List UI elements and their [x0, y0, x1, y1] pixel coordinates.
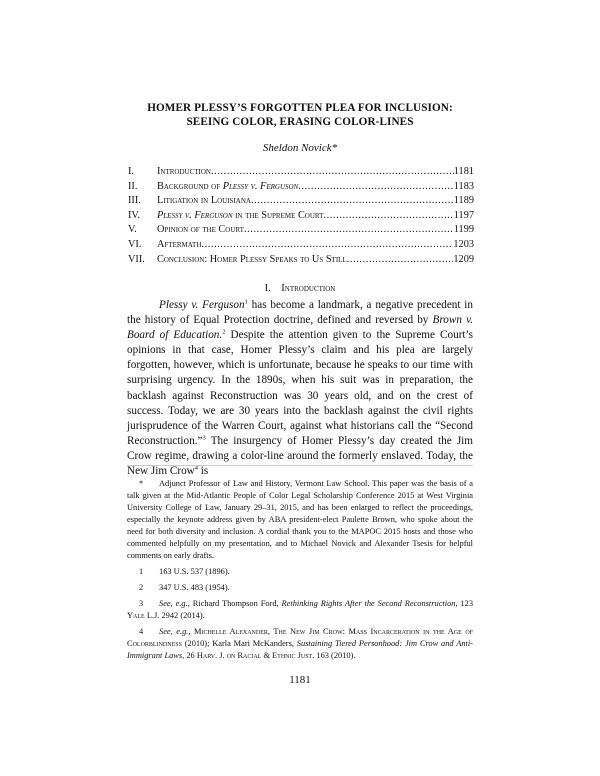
toc-page: 1189	[453, 195, 474, 207]
page-number: 1181	[289, 674, 311, 686]
body-text	[127, 298, 473, 479]
footnotes	[127, 478, 473, 666]
toc-leader	[211, 165, 454, 180]
toc-page: 1199	[453, 224, 474, 236]
footnote-2: 2 347 U.S. 483 (1954).	[139, 583, 230, 592]
toc-number: V.	[128, 224, 137, 236]
footnote-1: 1 163 U.S. 537 (1896).	[139, 567, 230, 576]
toc-title: Aftermath	[157, 238, 202, 250]
toc-entry-4[interactable]	[128, 209, 474, 224]
toc-entry-1[interactable]	[128, 165, 474, 180]
footnote-3: 3 See, e.g., Richard Thompson Ford, Rethinking Rights After the Second Reconstruction, 123 Yale L.J. 2942 (2014).	[127, 599, 474, 620]
toc-number: VI.	[128, 238, 142, 250]
toc-entry-2[interactable]	[128, 180, 474, 195]
toc-page: 1197	[453, 209, 474, 221]
toc-leader	[347, 253, 454, 268]
toc-entry-3[interactable]	[128, 194, 474, 209]
toc-leader	[323, 209, 453, 224]
toc-number: VII.	[128, 253, 145, 265]
toc-leader	[201, 238, 453, 253]
toc-page: 1209	[453, 253, 474, 265]
case-name: Plessy v. Ferguson	[159, 299, 245, 311]
footnote-ref-2[interactable]: 2	[222, 328, 226, 336]
footnote-ref-3[interactable]: 3	[202, 434, 206, 442]
toc-title: Background of Plessy v. Ferguson	[157, 180, 299, 192]
toc-number: IV.	[128, 209, 141, 221]
toc-entry-5[interactable]	[128, 223, 474, 238]
toc-entry-6[interactable]	[128, 238, 474, 253]
toc-number: II.	[128, 180, 138, 192]
toc-number: III.	[128, 195, 141, 207]
toc-leader	[251, 194, 454, 209]
footnote-star: * Adjunct Professor of Law and History, Vermont Law School. This paper was the basis of a talk given at the Mid-Atlantic People of Color Legal Scholarship Conference 2015 at West Virginia University College of Law, January 29–31, 2015, and has been enlarged to reflect the proceedings, especially the keynote address given by ABA president-elect Paulette Brown, who spoke about the need for both diversity and inclusion. A cordial thank you to the MAPOC 2015 hosts and those who commented helpfully on my presentation, and to Michael Novick and Alexander Tsesis for helpful comments on early drafts.	[127, 479, 473, 560]
toc-title: Conclusion: Homer Plessy Speaks to Us Still	[157, 253, 347, 265]
section-heading: I. Introduction	[264, 283, 336, 294]
body-paragraph: Plessy v. Ferguson$^1$ has become a landmark, a negative precedent in the history of Equal Protection doctrine, defined and reversed by Brown v. Board of Education.$^2$ Despite the attention given to the Supreme Court’s opinions in that case, Homer Plessy’s claim and his plea are largely forgotten, however, which is unfortunate, because he speaks to our time with surprising urgency. In the 1890s, when his suit was in preparation, the backlash against Reconstruction was 30 years old, and on the crest of success. Today, we are 30 years into the backlash against the civil rights jurisprudence of the Warren Court, against what historians call the “Second Reconstruction.”$^3$ The insurgency of Homer Plessy’s day created the Jim Crow regime, drawing a color-line around the formerly enslaved. Today, the New Jim Crow$^4$ is	[127, 298, 474, 478]
toc-title: Introduction	[157, 166, 211, 177]
toc-leader	[244, 223, 454, 238]
toc-title: Litigation in Louisiana	[157, 195, 251, 207]
article-title-line2: SEEING COLOR, ERASING COLOR-LINES	[186, 116, 414, 128]
toc-leader	[298, 180, 454, 195]
footnote-ref-4[interactable]: 4	[194, 464, 198, 472]
footnote-divider	[127, 465, 473, 466]
article-title-line1: HOMER PLESSY’S FORGOTTEN PLEA FOR INCLUSION:	[147, 102, 453, 114]
table-of-contents	[128, 165, 474, 267]
toc-title: Opinion of the Court	[157, 224, 244, 236]
toc-page: 1183	[453, 180, 474, 192]
toc-number: I.	[128, 166, 135, 177]
toc-entry-7[interactable]	[128, 253, 474, 268]
footnote-4: 4 See, e.g., Michelle Alexander, The New Jim Crow: Mass Incarceration in the Age of Colorblindness (2010); Karla Mari McKanders, Sustaining Tiered Personhood: Jim Crow and Anti-Immigrant Laws, 26 Harv. J. on Racial & Ethnic Just. 163 (2010).	[127, 627, 474, 660]
case-name-brown: Brown v. Board of Education.	[127, 314, 473, 342]
footnote-ref-1[interactable]: 1	[244, 298, 248, 306]
author-name: Sheldon Novick*	[262, 142, 338, 154]
toc-page: 1181	[453, 166, 474, 177]
toc-title: Plessy v. Ferguson in the Supreme Court	[157, 209, 324, 221]
toc-page: 1203	[453, 238, 474, 250]
